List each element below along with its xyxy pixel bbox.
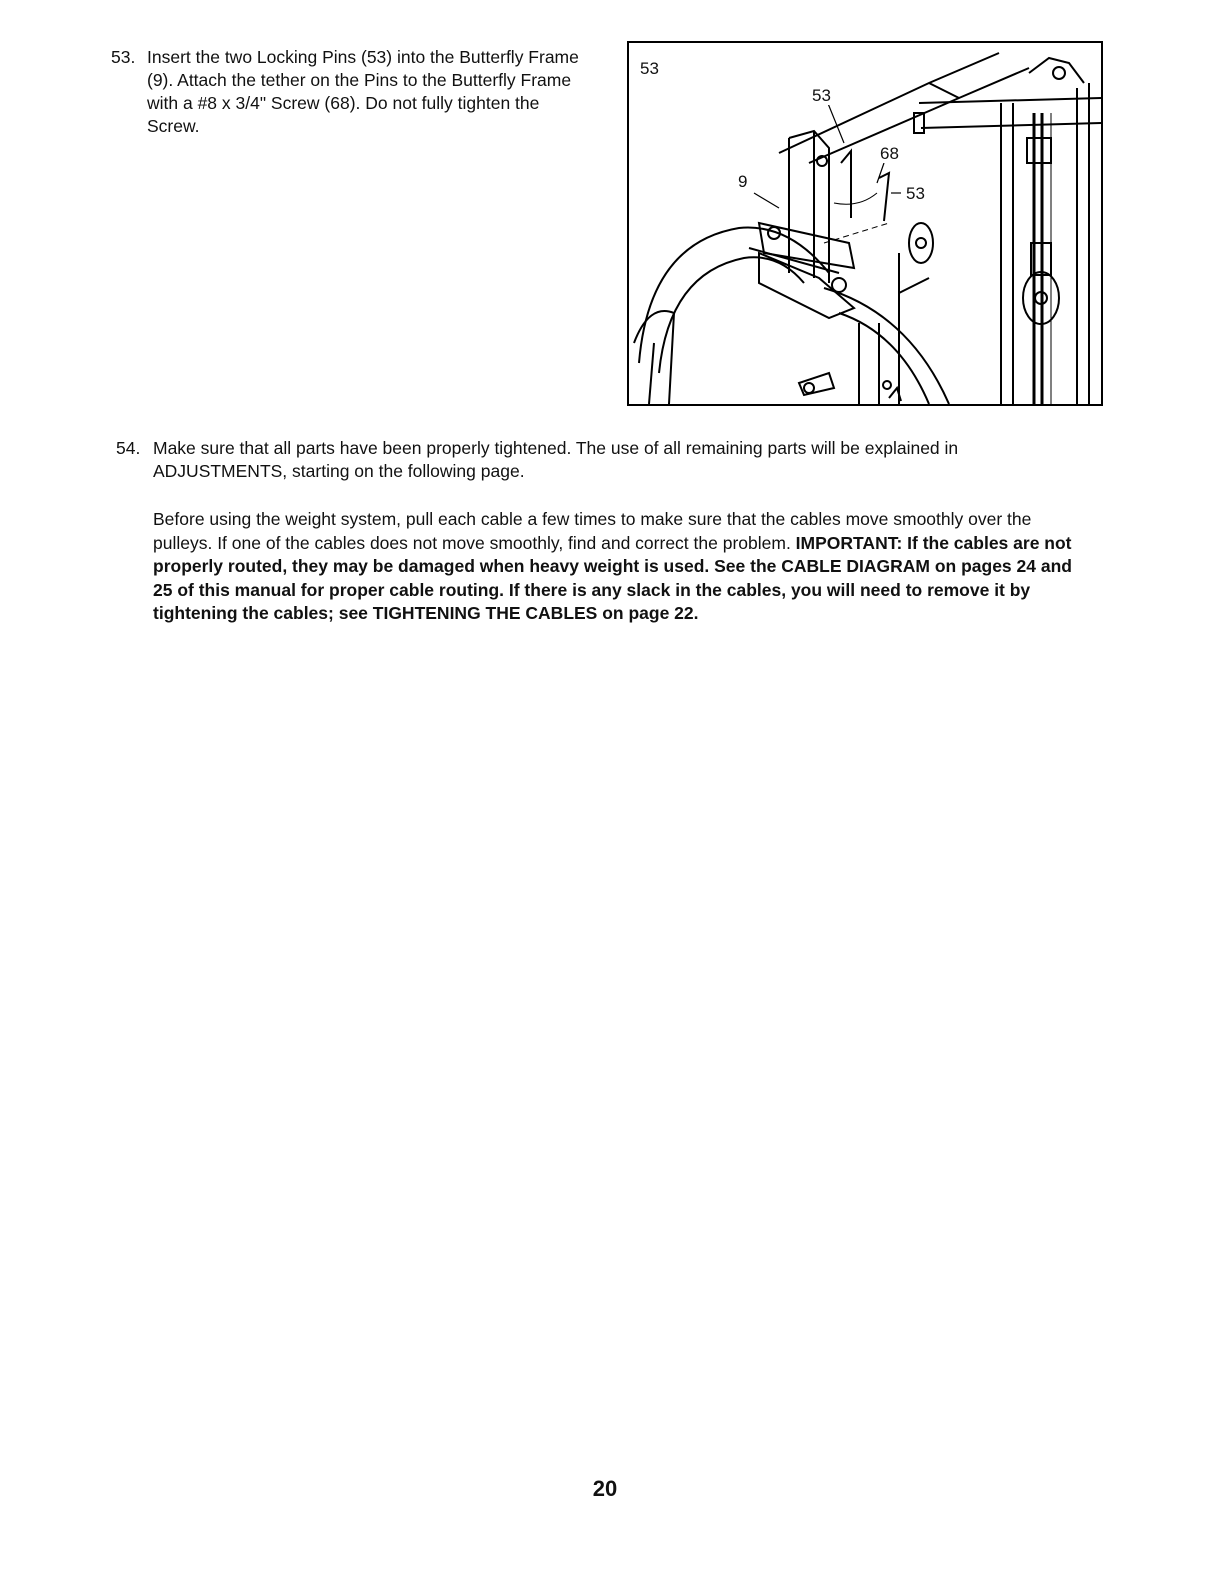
step-number: 53. [111,47,136,67]
callout-butterfly-frame: 9 [738,172,748,191]
figure-step-label: 53 [640,59,659,78]
cable-check-paragraph [153,508,1083,626]
step-54 [116,437,1076,483]
step-53 [111,46,591,138]
callout-locking-pin-right: 53 [906,184,925,203]
assembly-illustration [627,41,1103,406]
step-text: Insert the two Locking Pins (53) into the Butterfly Frame (9). Attach the tether on the Pins to the Butterfly Frame with a #8 x 3/4" Screw (68). Do not fully tighten the Screw. [147,47,579,136]
step-number: 54. [116,438,141,458]
page-number: 20 [592,1476,618,1501]
callout-locking-pin-top: 53 [812,86,831,105]
butterfly-frame-drawing [629,43,1101,404]
important-warning: IMPORTANT: If the cables are not properly routed, they may be damaged when heavy weight is used. See the CABLE DIAGRAM on pages 24 and 25 of this manual for proper cable routing. If there is any slack in the cables, you will need to remove it by tightening the cables; see TIGHTENING THE CABLES on page 22. [153,532,1072,623]
step-text: Make sure that all parts have been properly tightened. The use of all remaining parts will be explained in ADJUSTMENTS, starting on the following page. [153,438,959,481]
callout-screw: 68 [880,144,899,163]
cable-check-text: Before using the weight system, pull each cable a few times to make sure that the cables move smoothly over the pulleys. If one of the cables does not move smoothly, find and correct the problem. [153,509,1032,553]
